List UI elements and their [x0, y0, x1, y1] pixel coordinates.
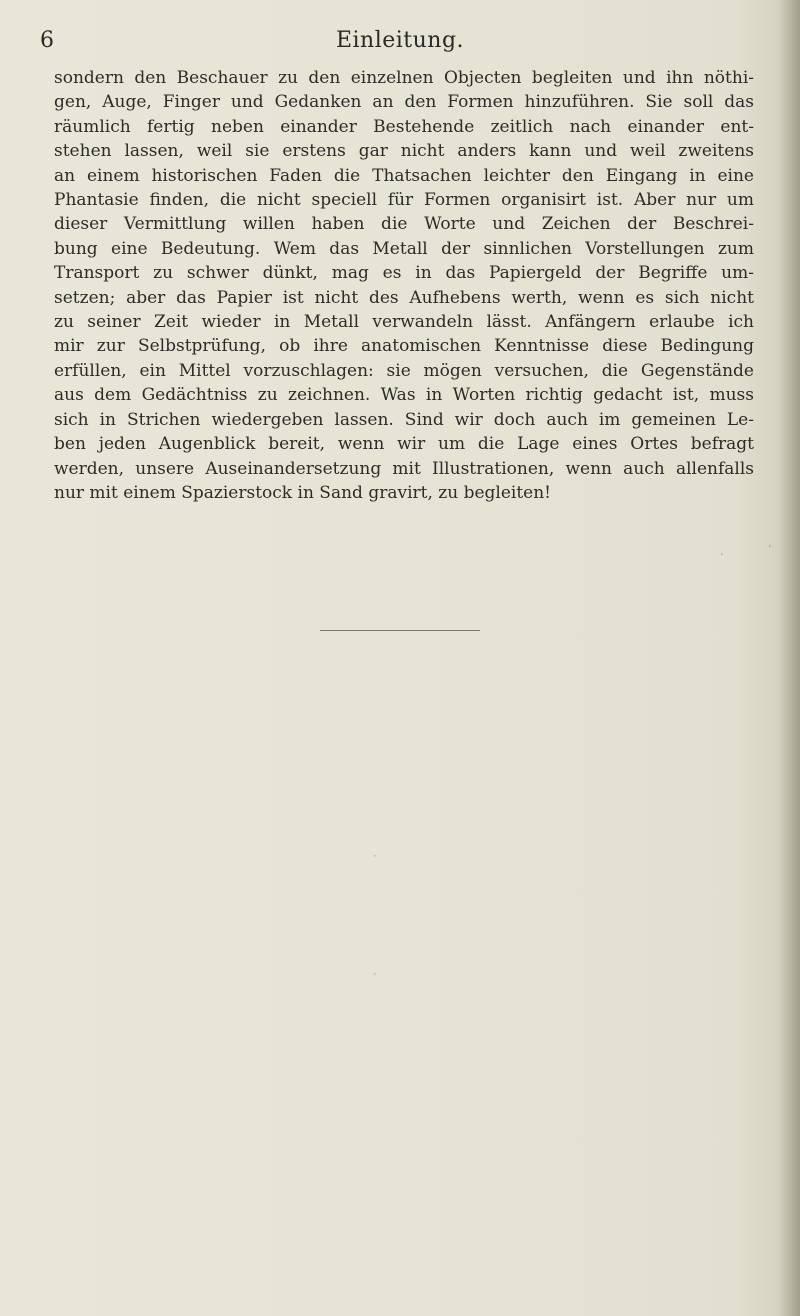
- text-line: zu seiner Zeit wieder in Metall verwandeln lässt. Anfängern erlaube ich: [54, 312, 754, 333]
- text-line: erfüllen, ein Mittel vorzuschlagen: sie mögen versuchen, die Gegenstände: [54, 360, 754, 381]
- text-line: Phantasie finden, die nicht speciell für Formen organisirt ist. Aber nur um: [54, 190, 754, 211]
- text-line: setzen; aber das Papier ist nicht des Aufhebens werth, wenn es sich nicht: [54, 287, 754, 308]
- speck-mark: ˙: [372, 972, 378, 985]
- text-line: sich in Strichen wiedergeben lassen. Sind wir doch auch im gemeinen Le-: [54, 409, 754, 430]
- body-paragraph: [54, 66, 754, 505]
- text-line: an einem historischen Faden die Thatsachen leichter den Eingang in eine: [54, 165, 754, 186]
- running-title: Einleitung.: [335, 28, 465, 53]
- speck-mark: ˙: [372, 854, 378, 867]
- text-line: mir zur Selbstprüfung, ob ihre anatomischen Kenntnisse diese Bedingung: [54, 336, 754, 357]
- text-line: nur mit einem Spazierstock in Sand gravirt, zu begleiten!: [54, 482, 552, 503]
- text-line: Transport zu schwer dünkt, mag es in das Papiergeld der Begriffe um-: [54, 263, 754, 284]
- text-line: ben jeden Augenblick bereit, wenn wir um die Lage eines Ortes befragt: [54, 434, 754, 455]
- page-header: [40, 24, 760, 60]
- speck-mark: ·: [720, 548, 724, 561]
- text-line: werden, unsere Auseinandersetzung mit Illustrationen, wenn auch allenfalls: [54, 458, 754, 479]
- text-line: bung eine Bedeutung. Wem das Metall der sinnlichen Vorstellungen zum: [54, 238, 754, 259]
- text-line: räumlich fertig neben einander Bestehende zeitlich nach einander ent-: [54, 116, 754, 137]
- text-line: sondern den Beschauer zu den einzelnen Objecten begleiten und ihn nöthi-: [54, 68, 754, 88]
- text-line: aus dem Gedächtniss zu zeichnen. Was in Worten richtig gedacht ist, muss: [54, 385, 754, 406]
- section-divider: [320, 630, 480, 631]
- speck-mark: ·: [768, 540, 772, 553]
- page-edge-shadow: [778, 0, 800, 1316]
- page-number: 6: [40, 28, 54, 53]
- text-line: gen, Auge, Finger und Gedanken an den Formen hinzuführen. Sie soll das: [54, 92, 754, 113]
- text-line: dieser Vermittlung willen haben die Worte und Zeichen der Beschrei-: [54, 214, 754, 235]
- text-line: stehen lassen, weil sie erstens gar nicht anders kann und weil zweitens: [54, 141, 754, 162]
